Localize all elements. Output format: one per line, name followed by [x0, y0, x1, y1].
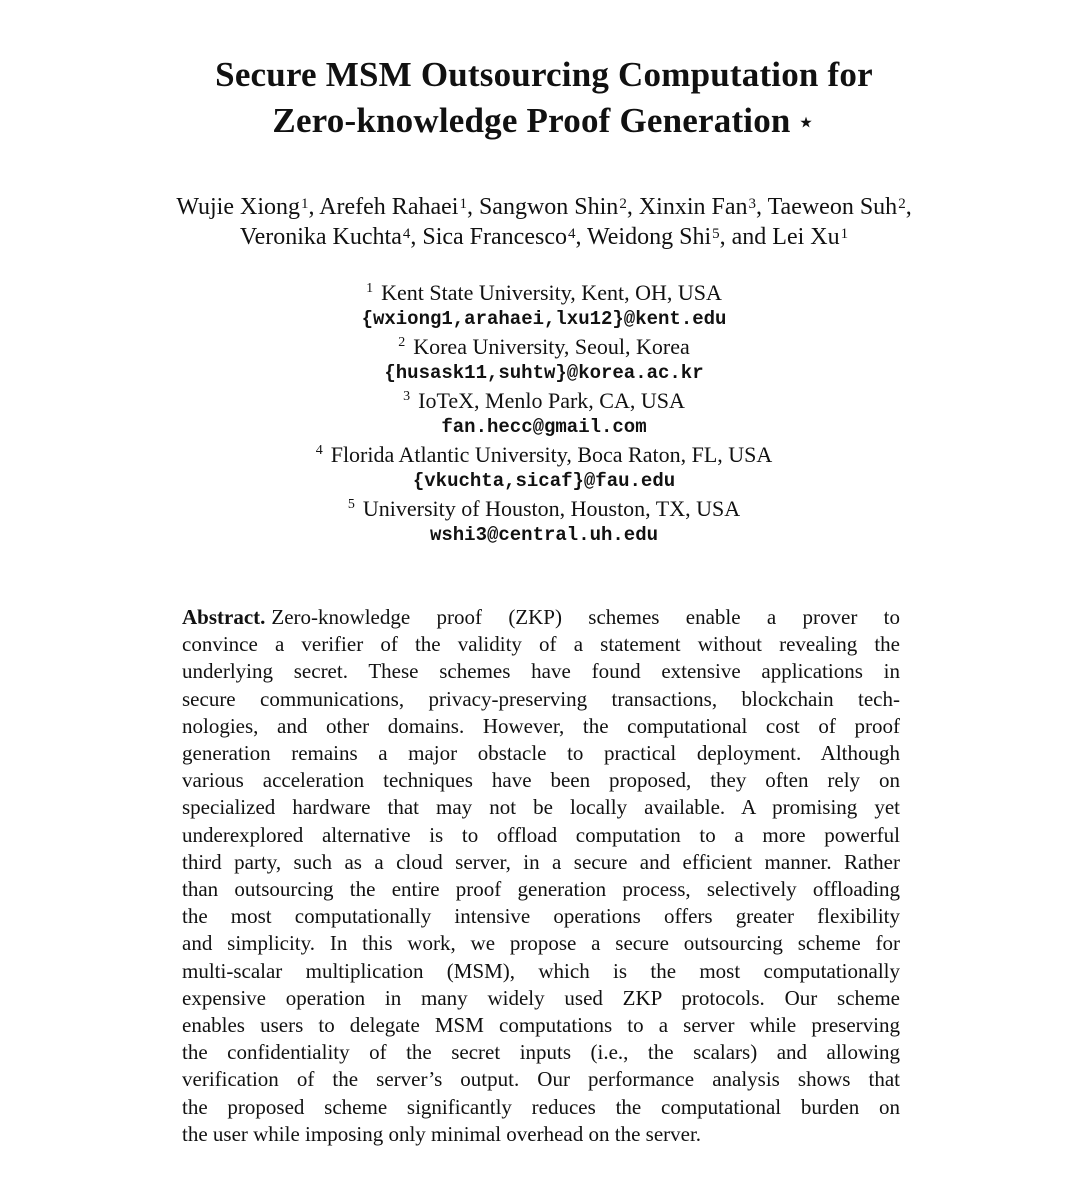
- abstract: [182, 604, 900, 1148]
- author-separator: ,: [308, 194, 320, 220]
- abstract-line: [182, 876, 900, 903]
- affiliation-email: {wxiong1,arahaei,lxu12}@kent.edu: [361, 308, 727, 330]
- affiliation: [40, 441, 1048, 468]
- affiliation: [40, 387, 1048, 414]
- author-name: Wujie Xiong: [176, 194, 300, 220]
- author-affiliation-number: 1: [301, 196, 309, 212]
- author-separator: ,: [755, 194, 768, 220]
- abstract-line: [182, 822, 900, 849]
- author-name: Xinxin Fan: [638, 194, 748, 220]
- affiliation: [40, 495, 1048, 522]
- abstract-line: [182, 849, 900, 876]
- abstract-text: specialized hardware that may not be locally available. A promising yet: [182, 795, 900, 820]
- author-affiliation-number: 4: [567, 226, 576, 242]
- abstract-line: [182, 1094, 900, 1121]
- affiliation-email: {vkuchta,sicaf}@fau.edu: [412, 470, 676, 492]
- author-affiliation-number: 4: [402, 226, 411, 242]
- author-name: Weidong Shi: [587, 224, 712, 250]
- abstract-text: secure communications, privacy-preserving transactions, blockchain tech-: [182, 686, 900, 711]
- affiliation-number: 1: [366, 281, 374, 296]
- author-name: Arefeh Rahaei: [319, 194, 459, 220]
- author-separator: ,: [466, 194, 479, 220]
- abstract-text: and simplicity. In this work, we propose a secure outsourcing scheme for: [182, 931, 900, 956]
- affiliation: [40, 279, 1048, 306]
- author-name: Lei Xu: [772, 224, 840, 250]
- title-footnote-mark: ⋆: [796, 106, 816, 139]
- author-affiliation-number: 1: [840, 226, 849, 242]
- author-list: [40, 192, 1048, 252]
- abstract-line: [182, 604, 900, 631]
- author-separator: , and: [719, 224, 773, 250]
- author-affiliation-number: 2: [898, 196, 906, 212]
- affiliation-email: wshi3@central.uh.edu: [429, 524, 659, 546]
- affiliation-number: 4: [315, 443, 323, 458]
- affiliations: [40, 279, 1048, 549]
- author-affiliation-number: 5: [712, 226, 720, 242]
- abstract-text: expensive operation in many widely used ZKP protocols. Our scheme: [182, 985, 900, 1010]
- abstract-text: the most computationally intensive operations offers greater flexibility: [182, 904, 900, 929]
- affiliation-email: {husask11,suhtw}@korea.ac.kr: [384, 362, 704, 384]
- title-line-2-text: Zero-knowledge Proof Generation: [272, 101, 791, 140]
- author-affiliation-number: 1: [459, 196, 467, 212]
- author-affiliation-number: 3: [748, 196, 756, 212]
- author-name: Sica Francesco: [422, 224, 567, 250]
- abstract-line: [182, 658, 900, 685]
- abstract-text: various acceleration techniques have been proposed, they often rely on: [182, 768, 900, 793]
- abstract-heading: Abstract.: [182, 605, 266, 629]
- abstract-text: generation remains a major obstacle to practical deployment. Although: [182, 741, 900, 766]
- author-name: Sangwon Shin: [478, 194, 619, 220]
- affiliation: [40, 333, 1048, 360]
- abstract-line: [182, 1066, 900, 1093]
- abstract-line: [182, 985, 900, 1012]
- abstract-text: enables users to delegate MSM computations to a server while preserving: [182, 1013, 900, 1038]
- abstract-line: [182, 930, 900, 957]
- paper-title: [60, 52, 1028, 146]
- abstract-line: [182, 794, 900, 821]
- abstract-line: [182, 767, 900, 794]
- abstract-line: [182, 903, 900, 930]
- affiliation-email: fan.hecc@gmail.com: [441, 416, 647, 438]
- affiliation-name: Korea University, Seoul, Korea: [413, 334, 690, 359]
- author-line-2: [40, 222, 1048, 252]
- author-separator: ,: [410, 224, 423, 250]
- author-separator: ,: [575, 224, 588, 250]
- abstract-text: the user while imposing only minimal overhead on the server.: [182, 1121, 702, 1146]
- abstract-text: third party, such as a cloud server, in a secure and efficient manner. Rather: [182, 849, 900, 874]
- affiliation-number: 3: [403, 389, 411, 404]
- author-line-1: [40, 192, 1048, 222]
- abstract-text: underexplored alternative is to offload computation to a more powerful: [182, 822, 900, 847]
- abstract-text: multi-scalar multiplication (MSM), which is the most computationally: [182, 958, 900, 983]
- abstract-text: the confidentiality of the secret inputs (i.e., the scalars) and allowing: [182, 1040, 900, 1065]
- abstract-line: [182, 1039, 900, 1066]
- abstract-line: [182, 740, 900, 767]
- abstract-line: [182, 686, 900, 713]
- author-name: Veronika Kuchta: [239, 224, 402, 250]
- author-name: Taeweon Suh: [767, 194, 898, 220]
- affiliation-name: University of Houston, Houston, TX, USA: [362, 496, 741, 521]
- affiliation-name: Kent State University, Kent, OH, USA: [381, 280, 722, 305]
- abstract-text: the proposed scheme significantly reduces the computational burden on: [182, 1094, 900, 1119]
- abstract-text: nologies, and other domains. However, the computational cost of proof: [182, 713, 900, 738]
- author-separator: ,: [626, 194, 639, 220]
- abstract-text: convince a verifier of the validity of a statement without revealing the: [182, 632, 900, 657]
- abstract-text: underlying secret. These schemes have found extensive applications in: [182, 659, 900, 684]
- affiliation-name: IoTeX, Menlo Park, CA, USA: [418, 388, 685, 413]
- abstract-text: verification of the server’s output. Our performance analysis shows that: [182, 1067, 900, 1092]
- affiliation-name: Florida Atlantic University, Boca Raton, FL, USA: [330, 442, 773, 467]
- abstract-line: [182, 1012, 900, 1039]
- abstract-line: [182, 631, 900, 658]
- abstract-line: [182, 958, 900, 985]
- abstract-line: [182, 713, 900, 740]
- abstract-text: Zero-knowledge proof (ZKP) schemes enable a prover to: [271, 605, 900, 629]
- title-line-2: [60, 98, 1028, 146]
- author-separator: ,: [905, 194, 912, 220]
- title-line-1: Secure MSM Outsourcing Computation for: [215, 55, 873, 94]
- abstract-text: than outsourcing the entire proof generation process, selectively offloading: [182, 877, 900, 902]
- affiliation-number: 5: [347, 497, 355, 512]
- abstract-line: [182, 1121, 900, 1148]
- author-affiliation-number: 2: [619, 196, 627, 212]
- affiliation-number: 2: [398, 335, 406, 350]
